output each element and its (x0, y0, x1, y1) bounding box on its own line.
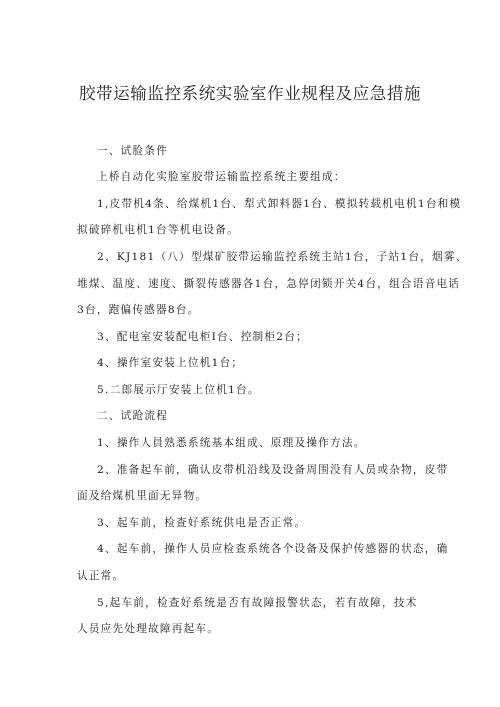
section-heading-1: 一、试脸条件 (97, 145, 169, 157)
paragraph-line: 2、KJ181（八）型煤矿胶带运输监控系统主站1台，子站1台，烟雾、 (97, 251, 468, 263)
paragraph-line: 4、操作室安装上位机1台； (97, 357, 244, 369)
paragraph-line: 3、配电室安装配电柜I台、控制柜2台； (97, 331, 308, 343)
document-title: 胶带运输监控系统实验室作业规程及应急措施 (79, 84, 421, 103)
paragraph-line: 5.二郎展示厅安装上位机1台。 (97, 384, 260, 396)
paragraph-line: 拟破碎机电机1台等机电设备。 (77, 224, 239, 236)
paragraph-line: 面及给煤机里面无异物。 (77, 490, 208, 502)
paragraph-line: 4、起车前，操作人员应检查系统各个设备及保护传感器的状态，确 (97, 543, 449, 555)
paragraph-line: 1、操作人員熟悉系统基本组成、原理及操作方法。 (97, 437, 366, 449)
paragraph-line: 认正常。 (77, 570, 125, 582)
section-heading-2: 二、试跄流程 (97, 410, 169, 422)
paragraph-line: 1,皮带机4条、给煤机1台、犁式卸料器1台、模拟转载机电机1台和模 (97, 198, 462, 210)
paragraph-line: 堆煤、温度、速度、撕裂传感器各1台，急停闭锁开关4台，组合语音电话 (77, 278, 461, 290)
paragraph-line: 5,起车前，检查好系统是否有故障报警状态，若有故障，技术 (97, 597, 418, 609)
paragraph-line: 2、准备起车前，确认皮带机沿线及设备周围没有人员或杂物，皮带 (97, 464, 449, 476)
paragraph-line: 上桥自动化实脸室胶带运输监控系统主要组成： (97, 171, 346, 183)
paragraph-line: 3、起车前，检查好系统供电是否正常。 (97, 517, 307, 529)
paragraph-line: 人员应先处理故障再起车。 (77, 623, 220, 635)
paragraph-line: 3台，跑偏传感器8台。 (77, 304, 200, 316)
